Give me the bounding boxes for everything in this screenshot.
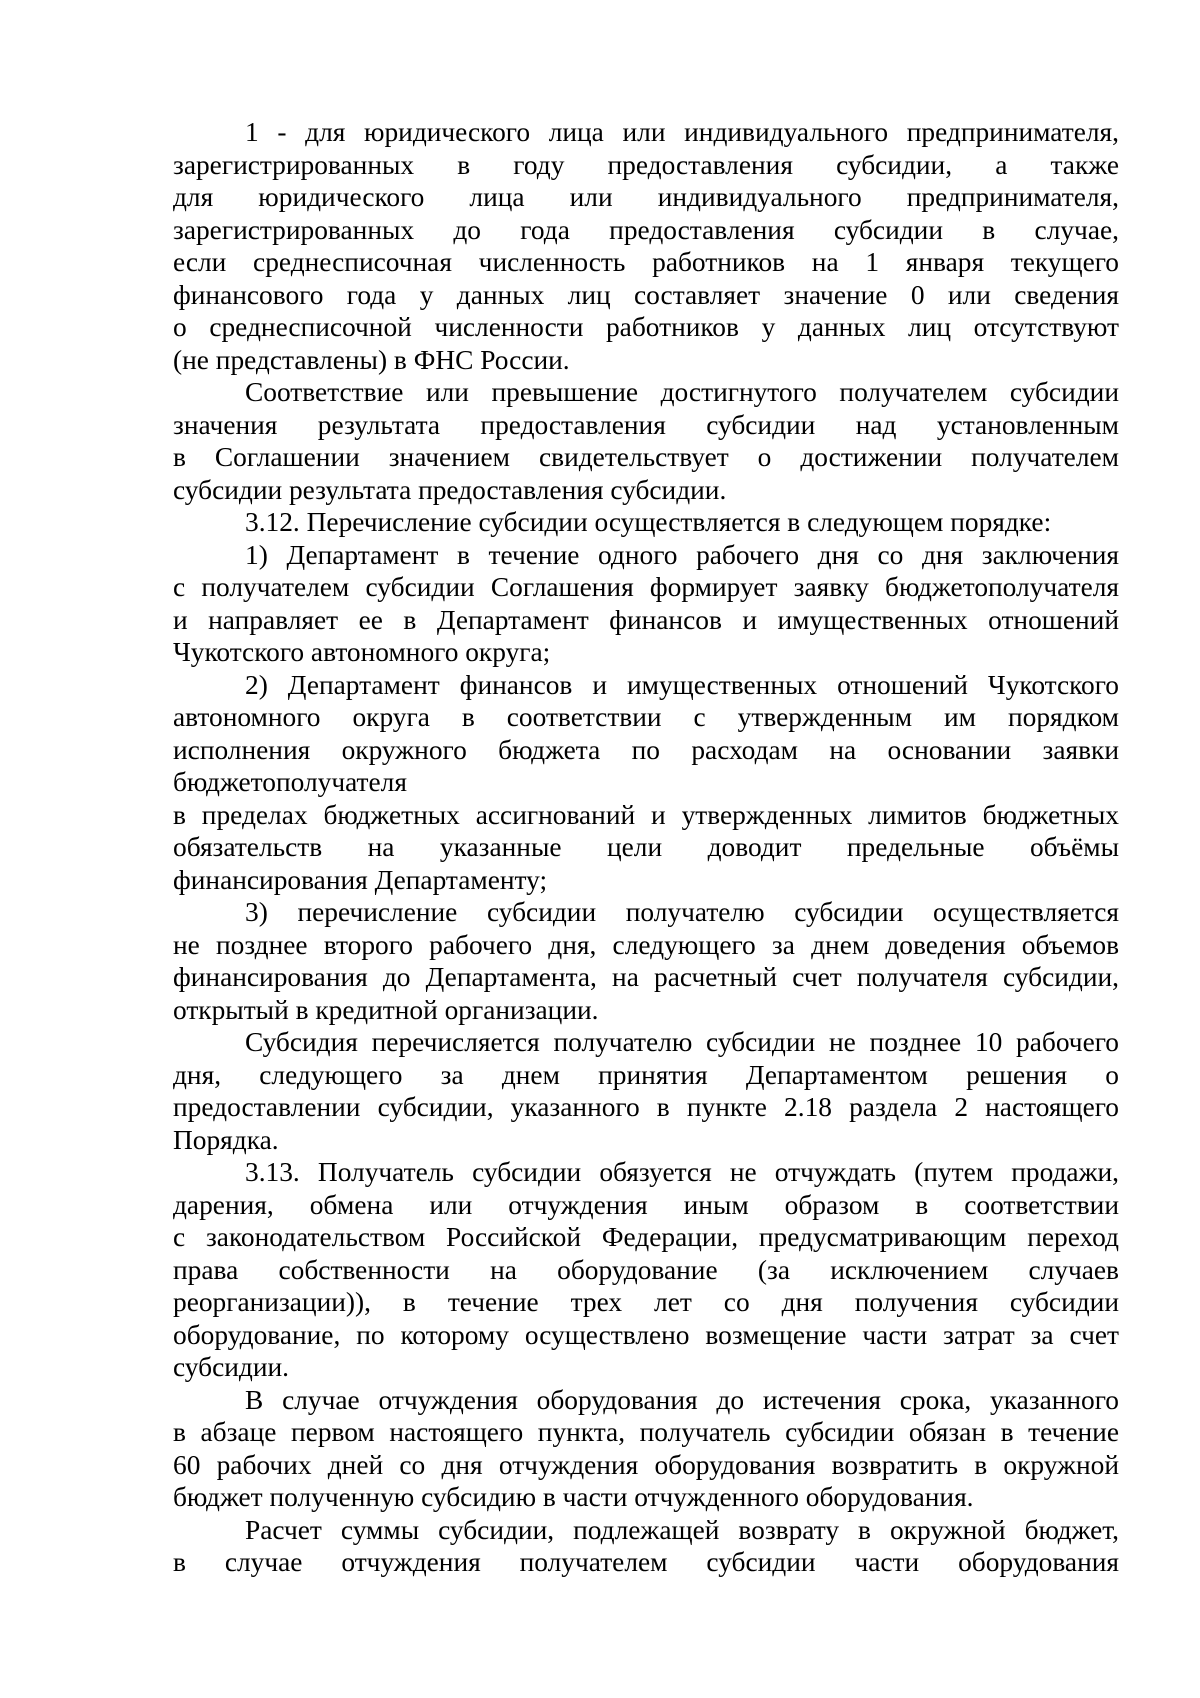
text-line: и направляет ее в Департамент финансов и имущественных отношений (173, 604, 1119, 635)
text-line: 1 - для юридического лица или индивидуального предпринимателя, (245, 117, 1119, 147)
text-line: о среднесписочной численности работников у данных лиц отсутствуют (173, 312, 1119, 342)
text-line: бюджет полученную субсидию в части отчужденного оборудования. (173, 1482, 974, 1512)
text-line: не позднее второго рабочего дня, следующего за днем доведения объемов (173, 929, 1119, 960)
text-line: Субсидия перечисляется получателю субсидии не позднее 10 рабочего (245, 1027, 1119, 1057)
text-line: с законодательством Российской Федерации, предусматривающим переход (173, 1222, 1119, 1252)
text-line: финансового года у данных лиц составляет значение 0 или сведения (173, 279, 1119, 310)
text-line: права собственности на оборудование (за исключением случаев (173, 1254, 1119, 1285)
text-line: 3) перечисление субсидии получателю субсидии осуществляется (245, 897, 1119, 927)
text-line: открытый в кредитной организации. (173, 994, 599, 1025)
text-line: (не представлены) в ФНС России. (173, 344, 570, 375)
text-line: Чукотского автономного округа; (173, 637, 551, 667)
text-line: реорганизации)), в течение трех лет со дня получения субсидии (173, 1287, 1119, 1317)
text-line: дня, следующего за днем принятия Департаментом решения о (173, 1059, 1119, 1090)
text-line: для юридического лица или индивидуального предпринимателя, (173, 182, 1119, 212)
text-line: Соответствие или превышение достигнутого получателем субсидии (245, 377, 1119, 407)
text-line: финансирования Департаменту; (173, 864, 548, 895)
text-line: субсидии результата предоставления субсидии. (173, 474, 727, 505)
text-line: предоставлении субсидии, указанного в пункте 2.18 раздела 2 настоящего (173, 1092, 1119, 1122)
text-line: 2) Департамент финансов и имущественных отношений Чукотского (245, 669, 1119, 700)
text-line: исполнения окружного бюджета по расходам на основании заявки (173, 734, 1119, 765)
text-line: В случае отчуждения оборудования до истечения срока, указанного (245, 1384, 1119, 1415)
text-line: Расчет суммы субсидии, подлежащей возврату в окружной бюджет, (245, 1514, 1119, 1545)
text-line: 1) Департамент в течение одного рабочего дня со дня заключения (245, 539, 1119, 570)
text-line: зарегистрированных до года предоставления субсидии в случае, (173, 214, 1119, 245)
text-line: обязательств на указанные цели доводит предельные объёмы (173, 832, 1119, 862)
text-line: финансирования до Департамента, на расчетный счет получателя субсидии, (173, 962, 1119, 992)
text-line: 3.13. Получатель субсидии обязуется не отчуждать (путем продажи, (245, 1157, 1119, 1187)
text-line: оборудование, по которому осуществлено возмещение части затрат за счет (173, 1319, 1119, 1350)
text-line: с получателем субсидии Соглашения формирует заявку бюджетополучателя (173, 572, 1119, 602)
text-line: зарегистрированных в году предоставления субсидии, а также (173, 149, 1119, 180)
text-line: 3.12. Перечисление субсидии осуществляется в следующем порядке: (245, 507, 1052, 537)
text-line: бюджетополучателя (173, 767, 407, 797)
text-line: в Соглашении значением свидетельствует о достижении получателем (173, 442, 1119, 472)
document-body-text (173, 116, 1119, 1579)
text-line: значения результата предоставления субсидии над установленным (173, 409, 1119, 440)
text-line: субсидии. (173, 1352, 289, 1382)
text-line: 60 рабочих дней со дня отчуждения оборудования возвратить в окружной (173, 1449, 1119, 1480)
text-line: Порядка. (173, 1124, 279, 1155)
text-line: в пределах бюджетных ассигнований и утвержденных лимитов бюджетных (173, 799, 1119, 830)
text-line: в абзаце первом настоящего пункта, получатель субсидии обязан в течение (173, 1417, 1119, 1447)
text-line: автономного округа в соответствии с утвержденным им порядком (173, 702, 1119, 732)
text-line: в случае отчуждения получателем субсидии части оборудования (173, 1547, 1119, 1577)
text-line: дарения, обмена или отчуждения иным образом в соответствии (173, 1189, 1119, 1220)
text-line: если среднесписочная численность работников на 1 января текущего (173, 247, 1119, 277)
